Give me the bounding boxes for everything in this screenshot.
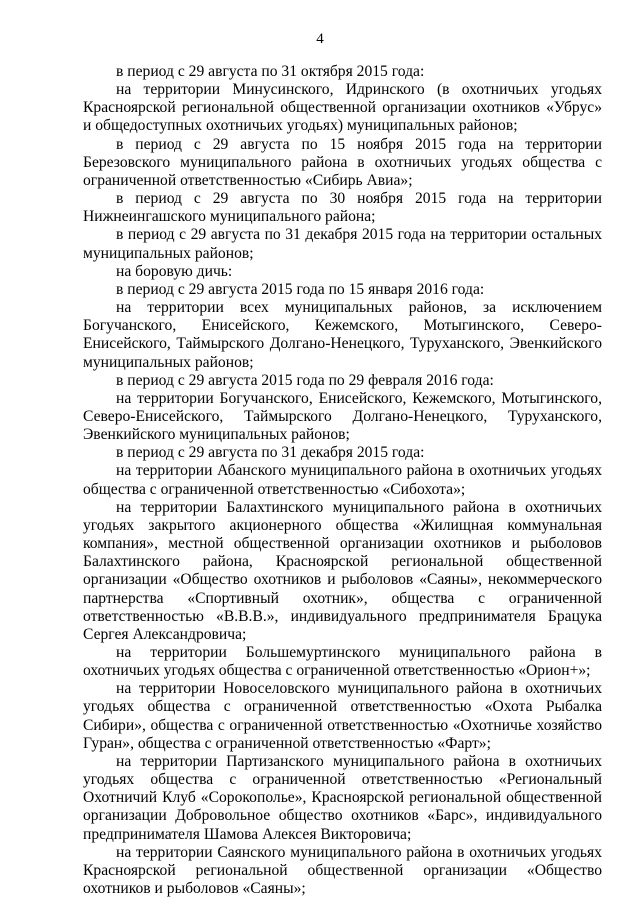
paragraph-other-districts: в период с 29 августа по 31 декабря 2015 года на территории остальных муниципальных районов; (83, 226, 602, 262)
paragraph-all-districts-except: на территории всех муниципальных районов, за исключением Богучанского, Енисейского, Кежемского, Мотыгинского, Северо-Енисейского, Таймырского Долгано-Ненецкого, Туруханского, Эвенкийского муниципальных районов; (83, 299, 602, 371)
paragraph-bolshemurtinsky: на территории Большемуртинского муниципального района в охотничьих угодьях общества с ограниченной ответственностью «Орион+»; (83, 644, 602, 680)
paragraph-nizhneingashsky: в период с 29 августа по 30 ноября 2015 года на территории Нижнеингашского муниципального района; (83, 190, 602, 226)
paragraph-minusinsky-idrinsky: на территории Минусинского, Идринского (в охотничьих угодьях Красноярской региональной общественной организации охотников «Убрус» и общедоступных охотничьих угодьях) муниципальных районов; (83, 81, 602, 135)
paragraph-novoselovsky: на территории Новоселовского муниципального района в охотничьих угодьях общества с ограниченной ответственностью «Охота Рыбалка Сибири», общества с ограниченной ответственностью «Охотничье хозяйство Гуран», общества с ограниченной ответственностью «Фарт»; (83, 680, 602, 752)
paragraph-balakhtinsky: на территории Балахтинского муниципального района в охотничьих угодьях закрытого акционерного общества «Жилищная коммунальная компания», местной общественной организации охотников и рыболовов Балахтинского района, Красноярской региональной общественной организации «Общество охотников и рыболовов «Саяны», некоммерческого партнерства «Спортивный охотник», общества с ограниченной ответственностью «В.В.В.», индивидуального предпринимателя Брацука Сергея Александровича; (83, 498, 602, 643)
paragraph-berezovsky: в период с 29 августа по 15 ноября 2015 года на территории Березовского муниципального района в охотничьих угодьях общества с ограниченной ответственностью «Сибирь Авиа»; (83, 135, 602, 189)
paragraph-northern-districts: на территории Богучанского, Енисейского, Кежемского, Мотыгинского, Северо-Енисейского, Таймырского Долгано-Ненецкого, Туруханского, Эвенкийского муниципальных районов; (83, 389, 602, 444)
paragraph-period-jan-15: в период с 29 августа 2015 года по 15 января 2016 года: (116, 280, 485, 298)
page-number: 4 (316, 31, 324, 47)
paragraph-partizansky: на территории Партизанского муниципального района в охотничьих угодьях общества с ограниченной ответственностью «Региональный Охотничий Клуб «Сорокополье», Красноярской региональной общественной организации Добровольное общество охотников «Барс», индивидуального предпринимателя Шамова Алексея Викторовича; (83, 752, 602, 843)
paragraph-abansky: на территории Абанского муниципального района в охотничьих угодьях общества с ограниченной ответственностью «Сибохота»; (83, 462, 602, 498)
paragraph-period-feb-29: в период с 29 августа 2015 года по 29 февраля 2016 года: (116, 371, 494, 389)
paragraph-period-dec-31: в период с 29 августа по 31 декабря 2015 года: (116, 444, 425, 462)
paragraph-sayansky: на территории Саянского муниципального района в охотничьих угодьях Красноярской региональной общественной организации «Общество охотников и рыболовов «Саяны»; (83, 843, 602, 898)
paragraph-period-oct-31: в период с 29 августа по 31 октября 2015 года: (116, 63, 425, 80)
paragraph-forest-game-heading: на боровую дичь: (116, 262, 233, 280)
document-body (83, 63, 602, 898)
